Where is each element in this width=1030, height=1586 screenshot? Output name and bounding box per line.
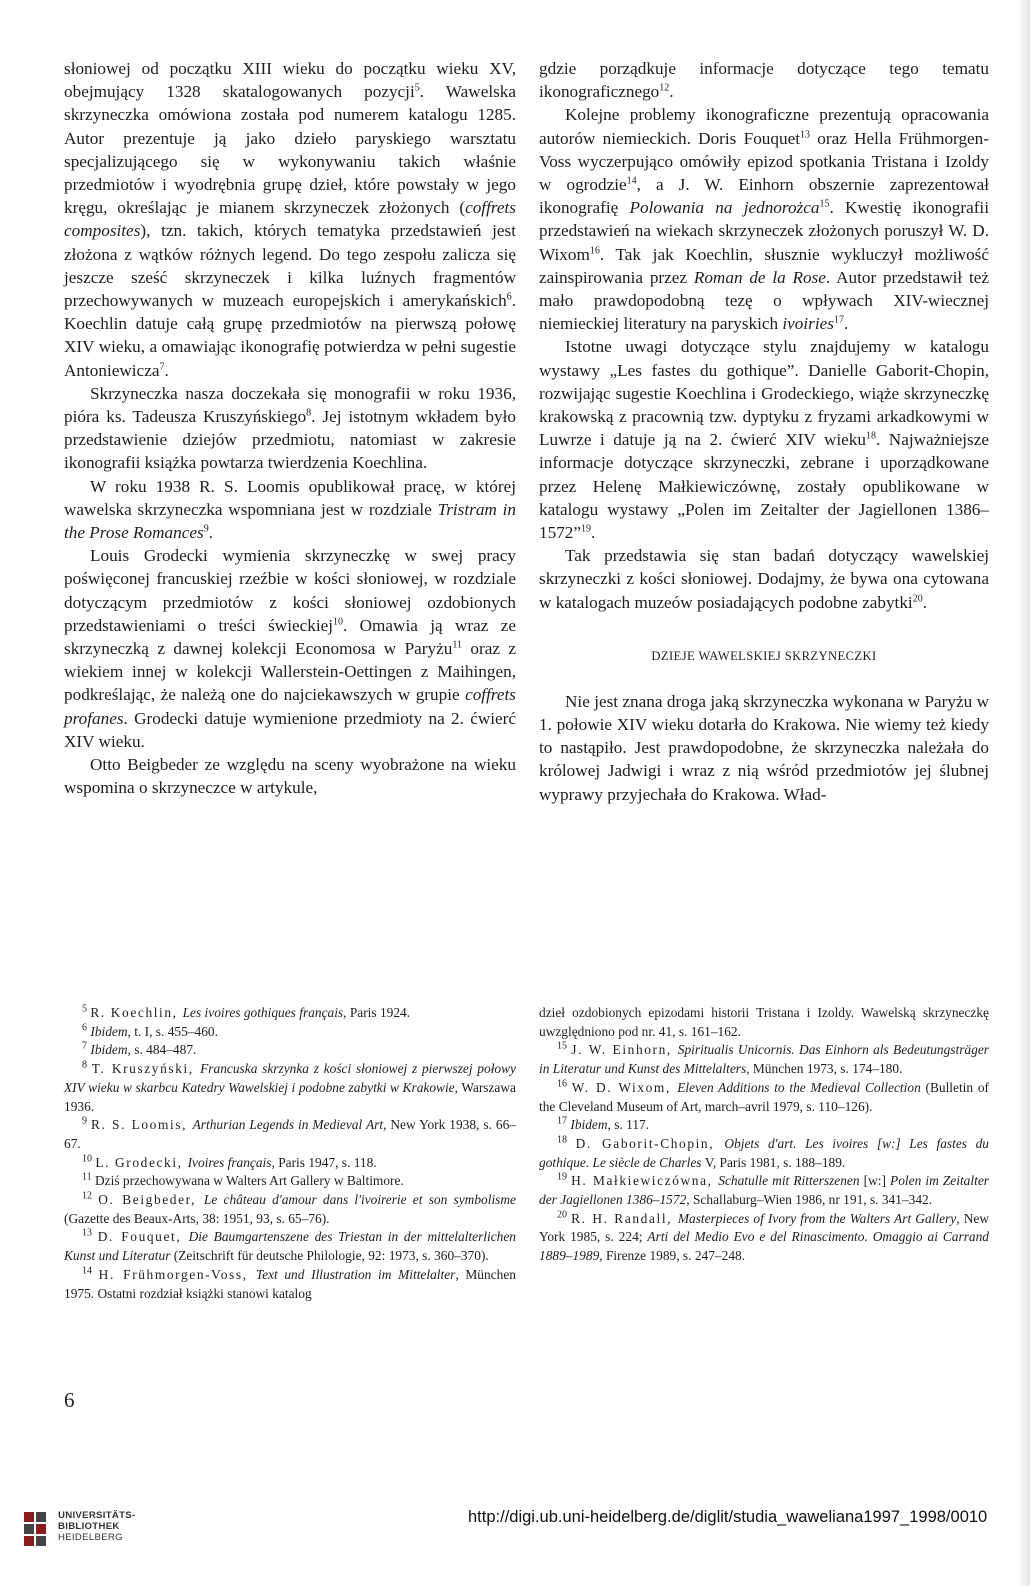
paragraph: gdzie porządkuje informacje dotyczące tego tematu ikonograficznego$^{12}$.: [539, 59, 989, 102]
left-text-column: [64, 57, 516, 800]
paragraph: W roku 1938 R. S. Loomis opublikował pracę, w której wawelska skrzyneczka wspomniana jest w rozdziale Tristram in the Prose Romances$^9$.: [64, 476, 516, 543]
footnote-ref: 6: [506, 291, 512, 303]
paragraph: Kolejne problemy ikonograficzne prezentują opracowania autorów niemieckich. Doris Fouquet$^{13}$ oraz Hella Frühmorgen-Voss wyczerpująco omówiły epizod spotkania Tristana i Izoldy w ogrodzie$^{14}$, a J. W. Einhorn obszernie zaprezentował ikonografię Polowania na jednorożca$^{15}$. Kwestię ikonografii przedstawień na wiekach skrzyneczek złożonych poruszył W. D. Wixom$^{16}$. Tak jak Koechlin, słusznie wykluczył możliwość zainspirowania przez Roman de la Rose. Autor przedstawił też mało prawdopodobną tezę o wpływach XIV-wiecznej niemieckiej literatury na paryskich ivoiries$^{17}$.: [539, 105, 990, 334]
footnotes-left: [64, 1004, 516, 1303]
page-number: 6: [64, 1388, 75, 1412]
footnote-ref: 7: [159, 360, 165, 372]
footnote-ref: 9: [203, 523, 209, 535]
footnote: $^{10}$ L. Grodecki, Ivoires français, Paris 1947, s. 118.: [82, 1153, 377, 1170]
footnote-ref: 14: [626, 175, 637, 187]
footnote-ref: 15: [819, 198, 830, 210]
library-logo-text: UNIVERSITÄTS- BIBLIOTHEK HEIDELBERG: [58, 1510, 136, 1544]
section-heading: DZIEJE WAWELSKIEJ SKRZYNECZKI: [651, 648, 877, 663]
footnote-ref: 5: [414, 82, 420, 94]
library-logo-icon: [22, 1510, 52, 1552]
footnote: $^{15}$ J. W. Einhorn, Spiritualis Unicornis. Das Einhorn als Bedeutungsträger in Literatur und Kunst des Mittelalters, München 1973, s. 174–180.: [539, 1040, 989, 1077]
footnote-ref: 12: [659, 82, 670, 94]
paragraph: słoniowej od początku XIII wieku do początku wieku XV, obejmujący 1328 skatalogowanych pozycji$^5$. Wawelska skrzyneczka omówiona została pod numerem katalogu 1285. Autor prezentuje ją jako dzieło paryskiego warsztatu specjalizującego się w wykonywaniu takich właśnie przedmiotów i wyodrębnia grupę dzieł, które powstały w jego kręgu, określając je mianem skrzyneczek złożonych (coffrets composites), tzn. takich, których tematyka przedstawień jest złożona z wątków różnych legend. Do tego zespołu zalicza się jeszcze sześć skrzyneczek i kilka luźnych fragmentów przechowywanych w muzeach europejskich i amerykańskich$^6$. Koechlin datuje całą grupę przedmiotów na pierwszą połowę XIV wieku, a omawiając ikonografię potwierdza w pełni sugestie Antoniewicza$^7$.: [64, 59, 517, 380]
footnote: $^6$ Ibidem, t. I, s. 455–460.: [82, 1022, 218, 1039]
footnote-ref: 16: [589, 244, 600, 256]
right-text-column: [539, 57, 989, 806]
paragraph: Skrzyneczka nasza doczekała się monografii w roku 1936, pióra ks. Tadeusza Kruszyńskiego$^8$. Jej istotnym wkładem było przedstawienie dziejów przedmiotu, natomiast w zakresie ikonografii książka powtarza twierdzenia Koechlina.: [64, 383, 516, 473]
footnote: $^{11}$ Dziś przechowywana w Walters Art Gallery w Baltimore.: [82, 1171, 404, 1189]
footnote: $^9$ R. S. Loomis, Arthurian Legends in Medieval Art, New York 1938, s. 66–67.: [64, 1115, 516, 1151]
footnote-continuation: dzieł ozdobionych epizodami historii Tristana i Izoldy. Wawelską skrzyneczkę uwzględniono pod nr. 41, s. 161–162.: [539, 1005, 989, 1039]
footnote: $^{19}$ H. Małkiewiczówna, Schatulle mit Ritterszenen [w:] Polen im Zeitalter der Jagiellonen 1386–1572, Schallaburg–Wien 1986, nr 191, s. 341–342.: [539, 1171, 989, 1208]
footnote: $^{16}$ W. D. Wixom, Eleven Additions to the Medieval Collection (Bulletin of the Cleveland Museum of Art, march–avril 1979, s. 110–126).: [539, 1078, 989, 1114]
footnote: $^{14}$ H. Frühmorgen-Voss, Text und Illustration im Mittelalter, München 1975. Ostatni rozdział książki stanowi katalog: [64, 1265, 516, 1301]
footnote: $^5$ R. Koechlin, Les ivoires gothiques français, Paris 1924.: [82, 1003, 411, 1020]
footnote: $^{13}$ D. Fouquet, Die Baumgartenszene des Triestan in der mittelalterlichen Kunst und Literatur (Zeitschrift für deutsche Philologie, 92: 1973, s. 360–370).: [64, 1227, 516, 1264]
footnote: $^{17}$ Ibidem, s. 117.: [557, 1115, 650, 1133]
footnotes-right: [539, 1004, 989, 1266]
footnote: $^{12}$ O. Beigbeder, Le château d'amour dans l'ivoirerie et son symbolisme (Gazette des Beaux-Arts, 38: 1951, 93, s. 65–76).: [64, 1190, 516, 1226]
paragraph: Louis Grodecki wymienia skrzyneczkę w swej pracy poświęconej francuskiej rzeźbie w kości słoniowej, w rozdziale dotyczącym przedmiotów z kości słoniowej ozdobionych przedstawieniami o treści świeckiej$^{10}$. Omawia ją wraz ze skrzyneczką z dawnej kolekcji Economosa w Paryżu$^{11}$ oraz z wiekiem innej w kolekcji Wallerstein-Oettingen z Maihingen, podkreślając, że należą one do najciekawszych w grupie coffrets profanes. Grodecki datuje wymienione przedmioty na 2. ćwierć XIV wieku.: [64, 546, 516, 751]
footnote-ref: 10: [333, 616, 343, 628]
paragraph: Otto Beigbeder ze względu na sceny wyobrażone na wieku wspomina o skrzyneczce w artykule,: [64, 755, 516, 798]
paragraph: Tak przedstawia się stan badań dotyczący wawelskiej skrzyneczki z kości słoniowej. Dodajmy, że bywa ona cytowana w katalogach muzeów posiadających podobne zabytki$^{20}$.: [539, 546, 989, 612]
paragraph: Nie jest znana droga jaką skrzyneczka wykonana w Paryżu w 1. połowie XIV wieku dotarła do Krakowa. Nie wiemy też kiedy to nastąpiło. Jest prawdopodobne, że skrzyneczka należała do królowej Jadwigi i wraz z nią wśród przedmiotów jej ślubnej wyprawy przyjechała do Krakowa. Wład-: [539, 691, 989, 804]
footnote-ref: 11: [452, 639, 462, 651]
page-edge-shadow: [1018, 0, 1030, 1586]
source-url-link[interactable]: http://digi.ub.uni-heidelberg.de/diglit/studia_waweliana1997_1998/0010: [468, 1508, 988, 1526]
footnote: $^7$ Ibidem, s. 484–487.: [82, 1040, 197, 1058]
footnote-ref: 17: [833, 314, 844, 326]
footnote: $^{20}$ R. H. Randall, Masterpieces of Ivory from the Walters Art Gallery, New York 1985, s. 224; Arti del Medio Evo e del Rinascimento. Omaggio ai Carrand 1889–1989, Firenze 1989, s. 247–248.: [539, 1209, 989, 1264]
footnote-ref: 18: [865, 430, 876, 442]
footnote-ref: 20: [912, 592, 923, 604]
footnote-ref: 13: [799, 128, 810, 140]
footnote-ref: 8: [306, 407, 312, 419]
library-logo: [22, 1510, 162, 1556]
footnote: $^{18}$ D. Gaborit-Chopin, Objets d'art. Les ivoires [w:] Les fastes du gothique. Le siècle de Charles V, Paris 1981, s. 188–189.: [539, 1134, 989, 1170]
footnote: $^8$ T. Kruszyński, Francuska skrzynka z kości słoniowej z pierwszej połowy XIV wieku w skarbcu Katedry Wawelskiej i podobne zabytki w Krakowie, Warszawa 1936.: [64, 1059, 516, 1114]
paragraph: Istotne uwagi dotyczące stylu znajdujemy w katalogu wystawy „Les fastes du gothique”. Danielle Gaborit-Chopin, rozwijając sugestie Koechlina i Grodeckiego, wiąże skrzyneczkę krakowską z pracownią tzw. dyptyku z fryzami arkadkowymi w Luwrze i datuje ją na 2. ćwierć XIV wieku$^{18}$. Najważniejsze informacje dotyczące skrzyneczki, zebrane i uporządkowane przez Helenę Małkiewiczównę, zostały opublikowane w katalogu wystawy „Polen im Zeitalter der Jagiellonen 1386–1572”$^{19}$.: [539, 337, 989, 543]
footnote-ref: 19: [581, 523, 592, 535]
